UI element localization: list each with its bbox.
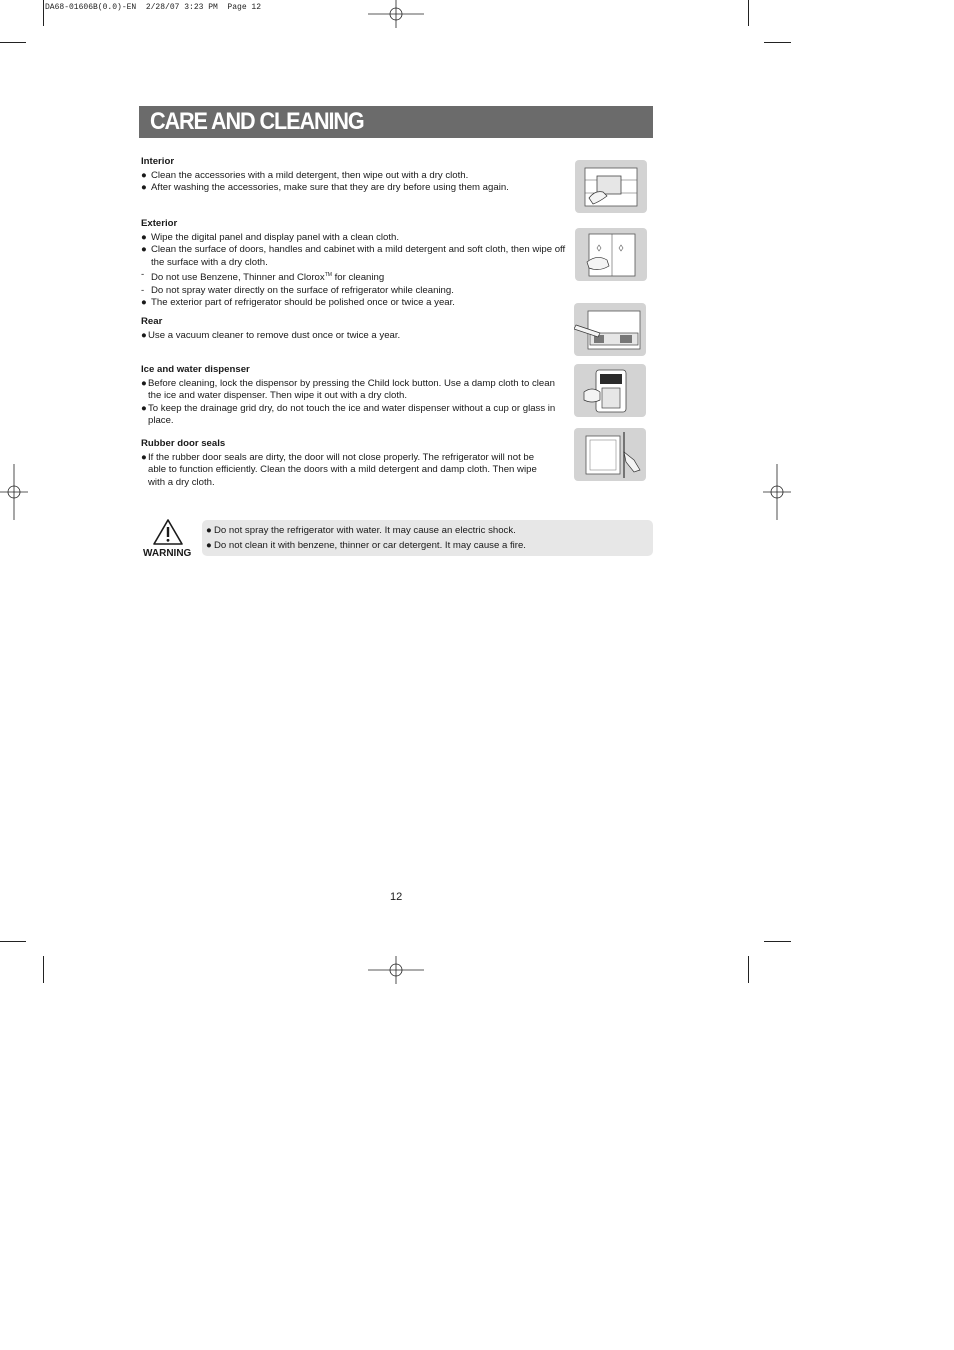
bullet-icon: ● [141, 329, 147, 341]
item-text: After washing the accessories, make sure that they are dry before using them again. [151, 182, 509, 193]
rear-cleaning-illustration [574, 303, 646, 356]
list-item [141, 297, 566, 310]
crop-mark [748, 0, 749, 26]
list-item [141, 330, 566, 343]
door-cleaning-icon [575, 228, 647, 281]
bullet-icon: ● [141, 451, 147, 463]
warning-item [206, 523, 526, 538]
section-heading: Exterior [141, 218, 178, 229]
item-text: The exterior part of refrigerator should be polished once or twice a year. [151, 297, 455, 309]
section-dispenser [141, 364, 563, 428]
list-item [141, 170, 566, 183]
print-slug: DA68-01606B(0.0)-EN 2/28/07 3:23 PM Page 12 [45, 3, 262, 12]
item-text: Clean the accessories with a mild detergent, then wipe out with a dry cloth. [151, 169, 469, 181]
crop-mark [43, 956, 44, 983]
item-text-suffix: for cleaning [331, 272, 385, 284]
list-item [141, 285, 566, 298]
section-rear [141, 316, 566, 342]
section-heading: Interior [141, 156, 175, 167]
dispenser-cleaning-illustration [574, 364, 646, 417]
section-seals [141, 438, 553, 489]
door-seal-cleaning-illustration [574, 428, 646, 481]
list-item [141, 403, 563, 428]
bullet-icon: ● [206, 525, 212, 536]
bullet-icon: ● [206, 540, 212, 551]
page-number: 12 [390, 891, 403, 903]
crop-mark [43, 0, 44, 26]
registration-mark-icon [0, 464, 28, 520]
item-text: Use a vacuum cleaner to remove dust once or twice a year. [148, 329, 401, 341]
exterior-cleaning-illustration [575, 228, 647, 281]
item-text: Do not spray water directly on the surface of refrigerator while cleaning. [151, 284, 454, 296]
door-seal-icon [574, 428, 646, 481]
registration-mark-icon [368, 956, 424, 984]
bullet-icon: ● [141, 182, 147, 193]
crop-mark [764, 42, 791, 43]
list-item [141, 378, 563, 403]
item-text: Do not use Benzene, Thinner and Clorox [151, 272, 325, 284]
item-text: If the rubber door seals are dirty, the door will not close properly. The refrigerator will not be able to function efficiently. Clean the doors with a mild detergent and damp cloth. Then wipe with a dry cloth. [148, 451, 537, 488]
registration-mark-icon [368, 0, 424, 28]
dispenser-icon [574, 364, 646, 417]
trademark-sup: TM [324, 272, 332, 278]
page-title: CARE AND CLEANING [150, 108, 364, 135]
item-text: To keep the drainage grid dry, do not touch the ice and water dispenser without a cup or glass in place. [148, 402, 556, 426]
bullet-icon: ● [141, 244, 147, 255]
item-text: Before cleaning, lock the dispensor by pressing the Child lock button. Use a damp cloth to clean the ice and water dispenser. Then wipe it out with a dry cloth. [148, 377, 555, 401]
item-text: Clean the surface of doors, handles and cabinet with a mild detergent and soft cloth, then wipe off the surface with a dry cloth. [151, 244, 566, 268]
warning-triangle-icon [152, 518, 184, 546]
bullet-icon: ● [141, 402, 147, 414]
interior-cleaning-illustration [575, 160, 647, 213]
section-heading: Rear [141, 316, 163, 327]
list-item [141, 244, 566, 269]
warning-box [202, 520, 653, 556]
bullet-icon: ● [141, 297, 147, 309]
warning-text: Do not spray the refrigerator with water. It may cause an electric shock. [214, 525, 516, 536]
crop-mark [0, 42, 26, 43]
section-heading: Ice and water dispenser [141, 364, 250, 375]
section-heading: Rubber door seals [141, 438, 226, 449]
list-item [141, 269, 566, 285]
title-bar [139, 106, 653, 138]
warning-item [206, 538, 526, 553]
crop-mark [764, 941, 791, 942]
list-item [141, 182, 566, 195]
bullet-icon: ● [141, 377, 147, 389]
dash-icon: - [141, 269, 145, 280]
section-interior [141, 156, 566, 195]
crop-mark [748, 956, 749, 983]
warning-label: WARNING [143, 548, 192, 559]
shelf-cleaning-icon [575, 160, 647, 213]
list-item [141, 232, 566, 245]
bullet-icon: ● [141, 169, 147, 181]
dash-icon: - [141, 284, 145, 296]
section-exterior [141, 218, 566, 310]
warning-text: Do not clean it with benzene, thinner or car detergent. It may cause a fire. [214, 540, 526, 551]
list-item [141, 452, 553, 490]
crop-mark [0, 941, 26, 942]
item-text: Wipe the digital panel and display panel with a clean cloth. [151, 231, 399, 243]
vacuum-cleaning-icon [574, 303, 646, 356]
bullet-icon: ● [141, 231, 147, 243]
registration-mark-icon [763, 464, 791, 520]
